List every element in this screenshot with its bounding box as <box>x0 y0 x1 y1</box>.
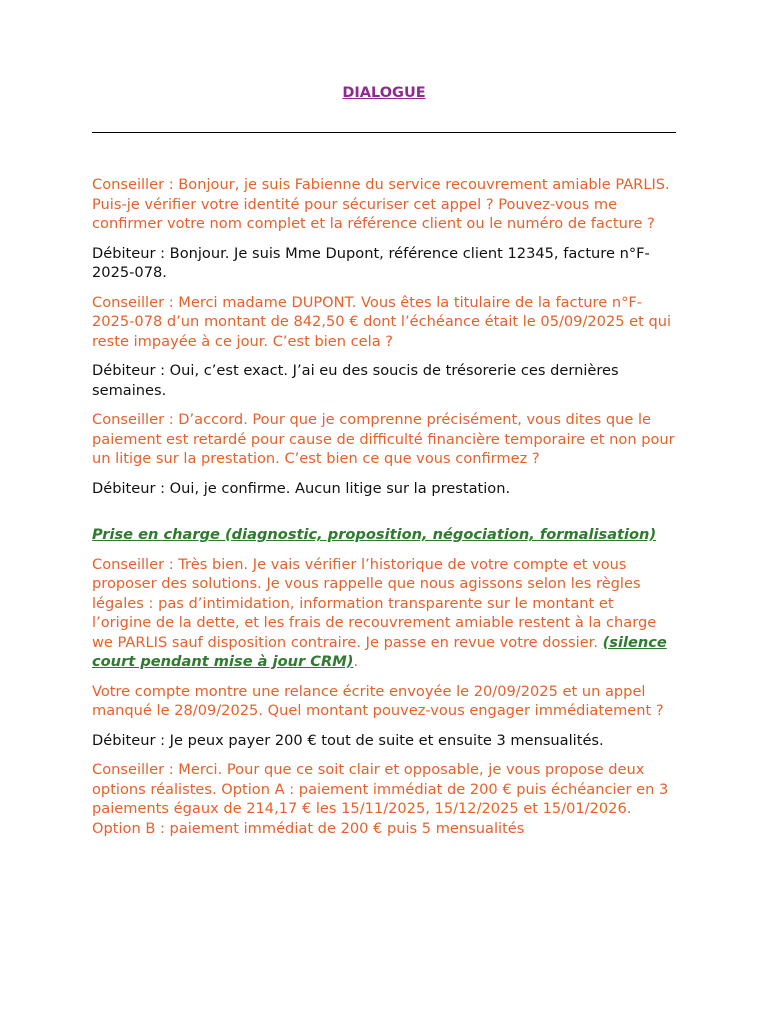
conseiller-line-6: Conseiller : Merci. Pour que ce soit clair et opposable, je vous propose deux options réalistes. Option A : paiement immédiat de 200 € puis échéancier en 3 paiements égaux de 214,17 € les 15/11/2025, 15/12/2025 et 15/01/2026. Option B : paiement immédiat de 200 € puis 5 mensualités <box>92 761 669 837</box>
conseiller-line-2: Conseiller : Merci madame DUPONT. Vous êtes la titulaire de la facture n°F-2025-078 d’un montant de 842,50 € dont l’échéance était le 05/09/2025 et qui reste impayée à ce jour. C’est bien cela ? <box>92 293 672 350</box>
section-heading: Prise en charge (diagnostic, proposition, négociation, formalisation) <box>92 526 657 543</box>
conseiller-line-4-text: Conseiller : Très bien. Je vais vérifier l’historique de votre compte et vous proposer des solutions. Je vous rappelle que nous agissons selon les règles légales : pas d’intimidation, information transparente sur le montant et l’origine de la dette, et les frais de recouvrement amiable restent à la charge we PARLIS sauf disposition contraire. Je passe en revue votre dossier. <box>92 555 657 651</box>
conseiller-line-4 <box>92 555 676 672</box>
debiteur-line-4: Débiteur : Je peux payer 200 € tout de suite et ensuite 3 mensualités. <box>92 731 604 749</box>
conseiller-line-1: Conseiller : Bonjour, je suis Fabienne du service recouvrement amiable PARLIS. Puis-je vérifier votre identité pour sécuriser cet appel ? Pouvez-vous me confirmer votre nom complet et la référence client ou le numéro de facture ? <box>92 176 670 232</box>
conseiller-line-5: Votre compte montre une relance écrite envoyée le 20/09/2025 et un appel manqué le 28/09/2025. Quel montant pouvez-vous engager immédiatement ? <box>92 682 664 719</box>
debiteur-line-3: Débiteur : Oui, je confirme. Aucun litige sur la prestation. <box>92 479 511 497</box>
dialogue-content <box>92 175 676 848</box>
title-divider <box>92 132 676 133</box>
conseiller-line-3: Conseiller : D’accord. Pour que je comprenne précisément, vous dites que le paiement est retardé pour cause de difficulté financière temporaire et non pour un litige sur la prestation. C’est bien ce que vous confirmez ? <box>92 411 675 467</box>
document-title: DIALOGUE <box>342 85 426 101</box>
debiteur-line-2: Débiteur : Oui, c’est exact. J’ai eu des soucis de trésorerie ces dernières semaines. <box>92 362 619 399</box>
conseiller-line-4-end: . <box>353 653 359 670</box>
crm-stage-note: (silence court pendant mise à jour CRM) <box>92 633 667 670</box>
debiteur-line-1: Débiteur : Bonjour. Je suis Mme Dupont, référence client 12345, facture n°F-2025-078. <box>92 244 650 281</box>
